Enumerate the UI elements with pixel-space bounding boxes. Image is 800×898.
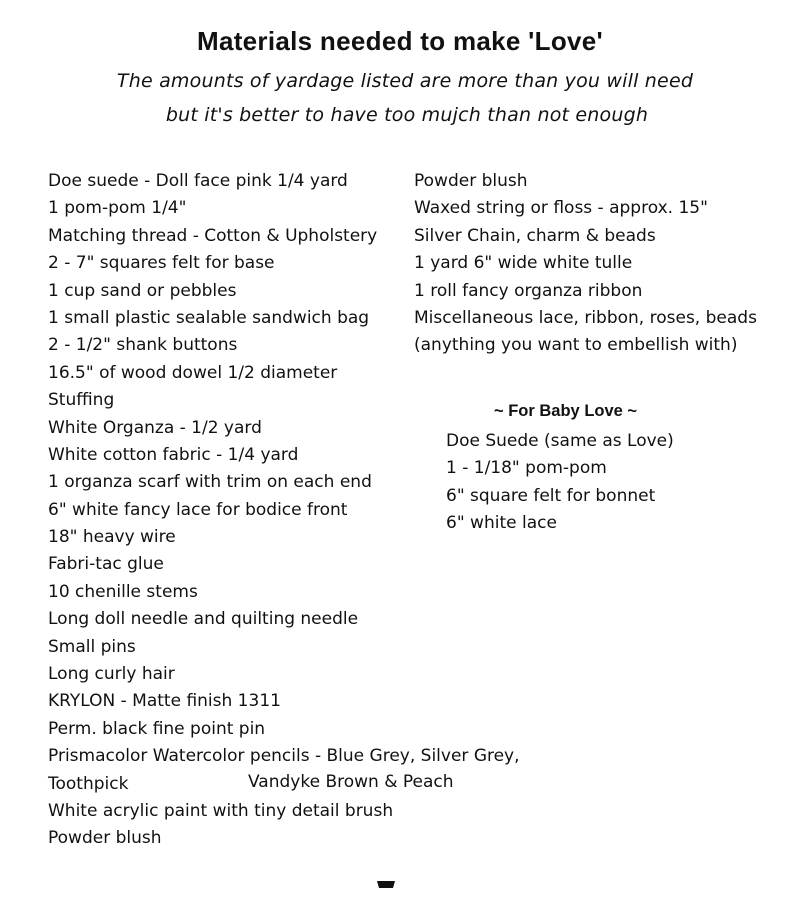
list-item: White cotton fabric - 1/4 yard	[48, 444, 299, 465]
pencil-colors-continuation: Vandyke Brown & Peach	[248, 772, 454, 792]
list-item: 1 yard 6" wide white tulle	[414, 253, 633, 274]
list-item: 2 - 7" squares felt for base	[48, 253, 275, 274]
list-item: Long curly hair	[48, 664, 175, 685]
list-item: Toothpick	[48, 773, 129, 794]
list-item: Doe suede - Doll face pink 1/4 yard	[48, 171, 348, 191]
page-mark-icon	[376, 880, 396, 889]
list-item: Long doll needle and quilting needle	[48, 609, 359, 630]
list-item: 1 cup sand or pebbles	[48, 280, 237, 301]
baby-love-list	[446, 428, 674, 538]
list-item: 6" square felt for bonnet	[446, 485, 656, 506]
list-item: Prismacolor Watercolor pencils - Blue Grey, Silver Grey,	[48, 746, 520, 767]
list-item: 1 - 1/18" pom-pom	[446, 458, 607, 479]
list-item: Silver Chain, charm & beads	[414, 225, 656, 246]
list-item: 2 - 1/2" shank buttons	[48, 335, 238, 356]
subtitle-line-1: The amounts of yardage listed are more than you will need	[116, 70, 694, 92]
list-item: Matching thread - Cotton & Upholstery	[48, 225, 378, 246]
list-item: Doe Suede (same as Love)	[446, 431, 674, 451]
subtitle-line-2: but it's better to have too mujch than not enough	[165, 104, 649, 126]
list-item: Stuffing	[48, 390, 115, 411]
list-item: 6" white fancy lace for bodice front	[48, 499, 348, 520]
list-item: 1 small plastic sealable sandwich bag	[48, 307, 370, 328]
list-item: 1 pom-pom 1/4"	[48, 198, 187, 219]
list-item: Powder blush	[414, 171, 528, 191]
list-item: Fabri-tac glue	[48, 554, 164, 575]
list-item: 10 chenille stems	[48, 581, 198, 602]
page-title: Materials needed to make 'Love'	[196, 26, 604, 56]
baby-love-heading: ~ For Baby Love ~	[494, 402, 638, 420]
list-item: White Organza - 1/2 yard	[48, 417, 262, 438]
list-item: White acrylic paint with tiny detail brush	[48, 800, 394, 821]
list-item: 1 organza scarf with trim on each end	[48, 472, 372, 493]
materials-list-right	[414, 168, 757, 360]
list-item: Perm. black fine point pin	[48, 718, 266, 739]
list-item: (anything you want to embellish with)	[414, 335, 738, 356]
list-item: Small pins	[48, 636, 136, 657]
list-item: 1 roll fancy organza ribbon	[414, 280, 643, 301]
list-item: 16.5" of wood dowel 1/2 diameter	[48, 362, 338, 383]
list-item: Powder blush	[48, 828, 162, 849]
list-item: 6" white lace	[446, 513, 557, 534]
list-item: 18" heavy wire	[48, 527, 176, 548]
list-item: KRYLON - Matte finish 1311	[48, 691, 281, 712]
list-item: Waxed string or floss - approx. 15"	[414, 198, 708, 219]
list-item: Miscellaneous lace, ribbon, roses, beads	[414, 307, 757, 328]
